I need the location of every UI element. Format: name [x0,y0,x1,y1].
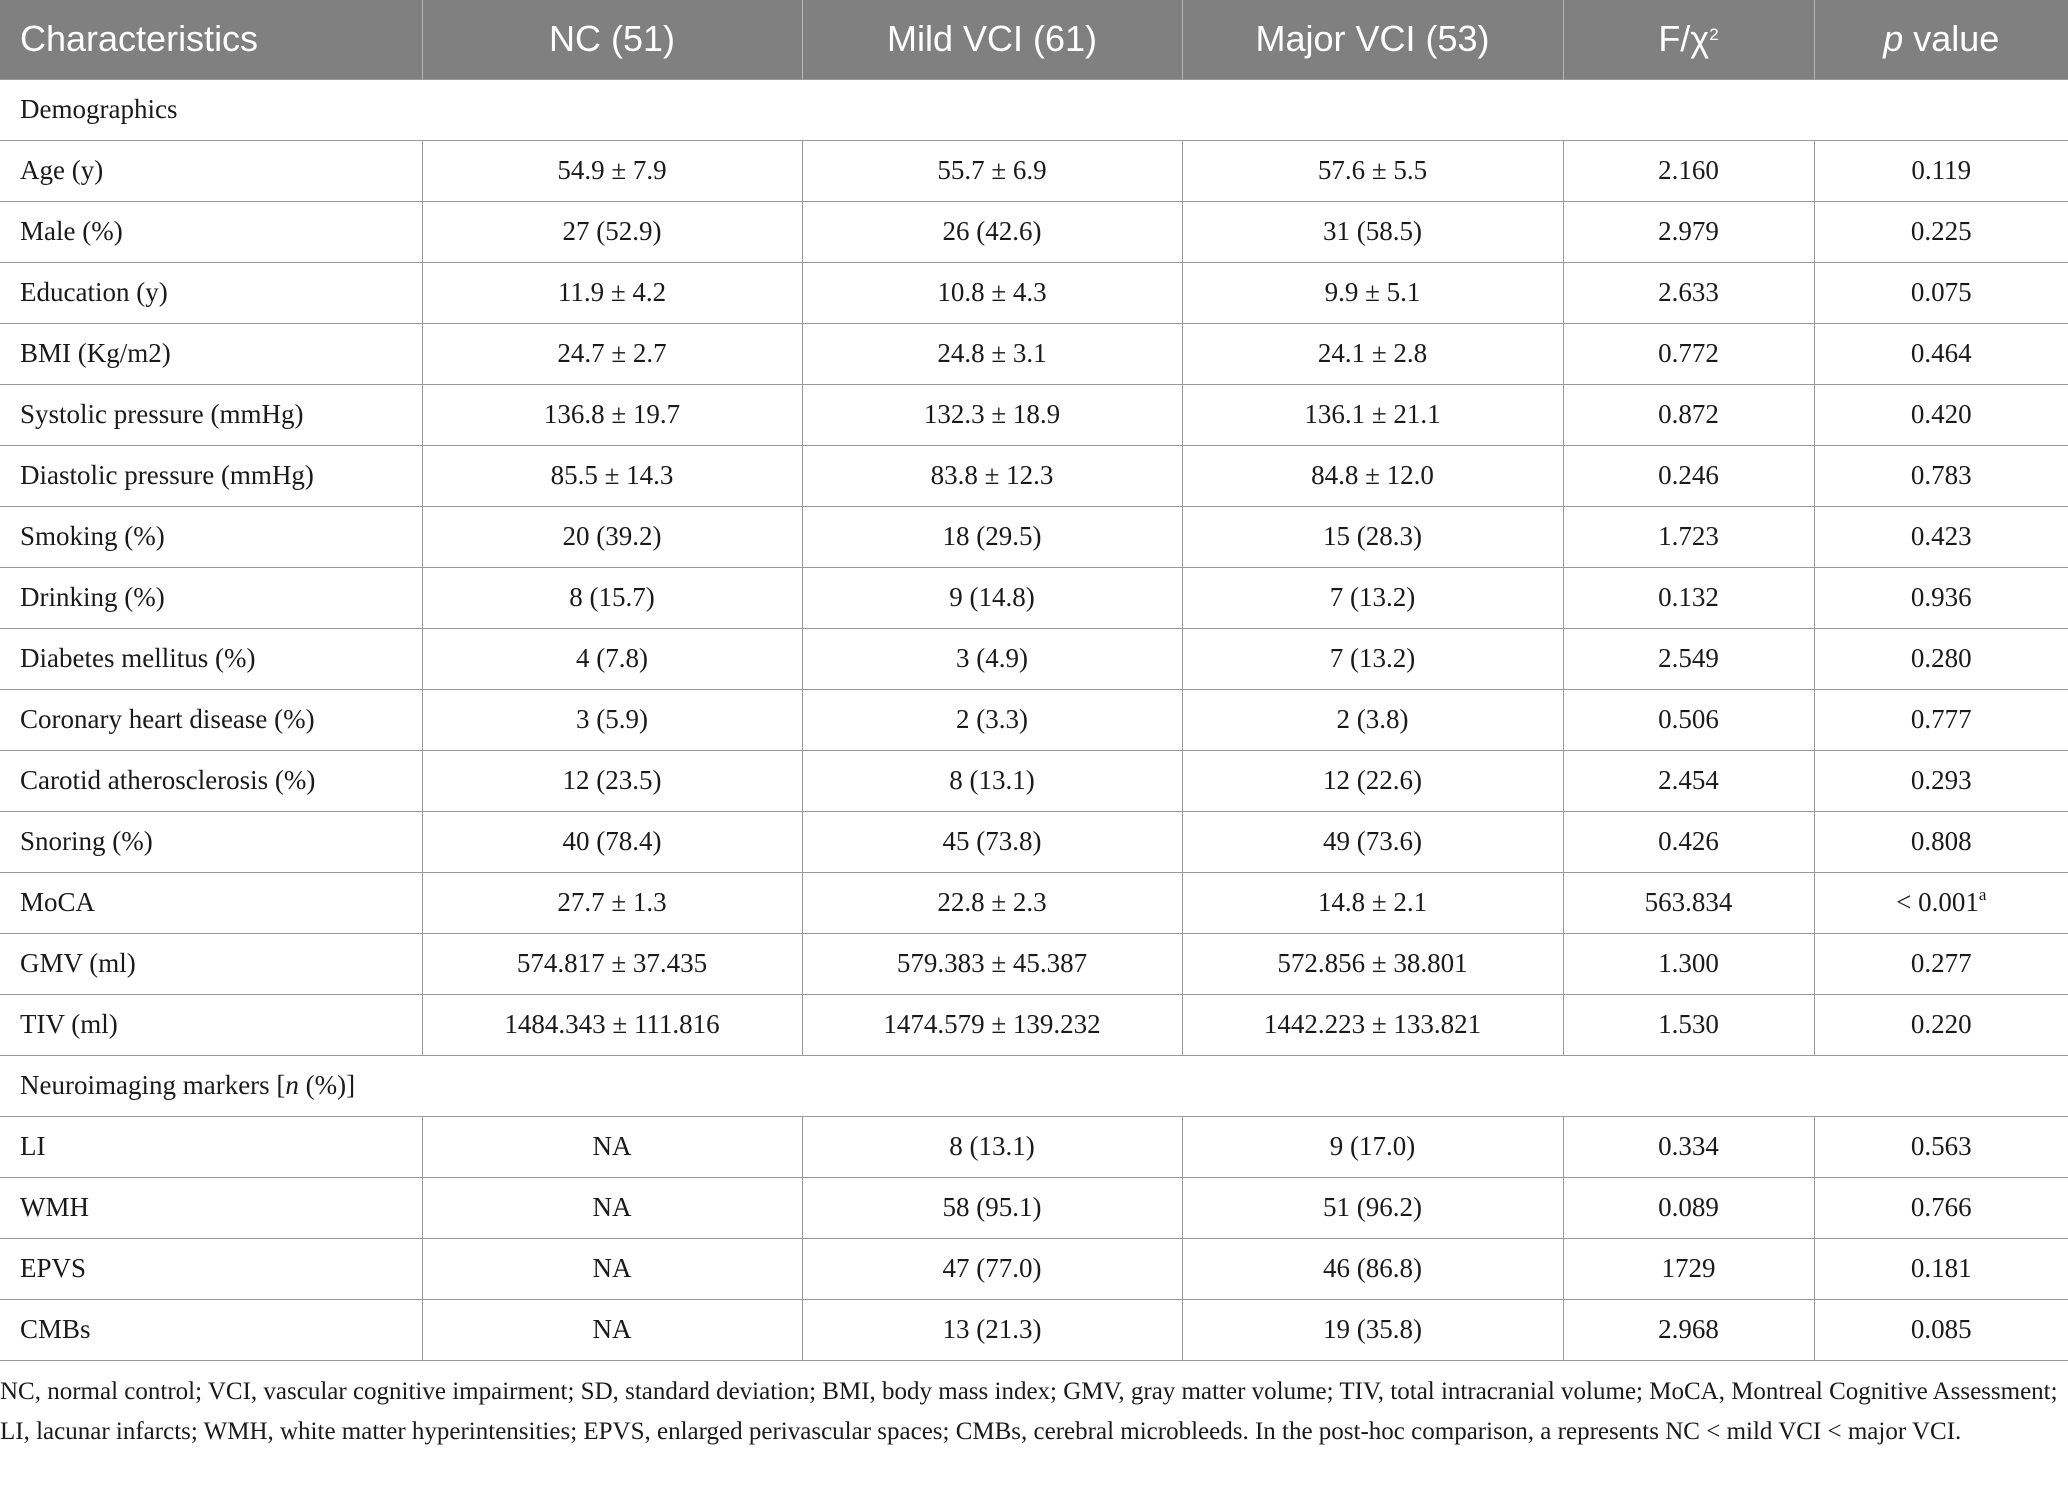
table-row [0,567,2068,628]
cell-nc: 24.7 ± 2.7 [422,323,802,384]
cell-label: Education (y) [0,262,422,323]
table-row [0,140,2068,201]
cell-mild-vci: 9 (14.8) [802,567,1182,628]
cell-major-vci: 7 (13.2) [1182,567,1563,628]
cell-f-chi2: 1.723 [1563,506,1814,567]
cell-nc: 12 (23.5) [422,750,802,811]
cell-p-value: 0.783 [1814,445,2068,506]
cell-mild-vci: 10.8 ± 4.3 [802,262,1182,323]
cell-p-value: 0.085 [1814,1299,2068,1360]
cell-major-vci: 31 (58.5) [1182,201,1563,262]
cell-nc: 85.5 ± 14.3 [422,445,802,506]
cell-major-vci: 7 (13.2) [1182,628,1563,689]
cell-major-vci: 49 (73.6) [1182,811,1563,872]
cell-mild-vci: 1474.579 ± 139.232 [802,994,1182,1055]
header-mild-vci: Mild VCI (61) [802,0,1182,79]
cell-p-value: 0.936 [1814,567,2068,628]
cell-major-vci: 84.8 ± 12.0 [1182,445,1563,506]
cell-f-chi2: 2.454 [1563,750,1814,811]
cell-label: CMBs [0,1299,422,1360]
cell-nc: 3 (5.9) [422,689,802,750]
cell-major-vci: 136.1 ± 21.1 [1182,384,1563,445]
cell-f-chi2: 0.334 [1563,1116,1814,1177]
header-f-chi-superscript: 2 [1709,25,1719,45]
table-row-moca [0,872,2068,933]
cell-major-vci: 46 (86.8) [1182,1238,1563,1299]
cell-f-chi2: 0.426 [1563,811,1814,872]
header-major-vci: Major VCI (53) [1182,0,1563,79]
cell-label: Systolic pressure (mmHg) [0,384,422,445]
table-row [0,445,2068,506]
section-label-neuroimaging [0,1055,2068,1116]
table-row [0,1238,2068,1299]
cell-nc: 574.817 ± 37.435 [422,933,802,994]
cell-major-vci: 19 (35.8) [1182,1299,1563,1360]
cell-label: Coronary heart disease (%) [0,689,422,750]
cell-major-vci: 9 (17.0) [1182,1116,1563,1177]
cell-p-value: 0.464 [1814,323,2068,384]
cell-label: EPVS [0,1238,422,1299]
cell-f-chi2: 563.834 [1563,872,1814,933]
cell-nc: 136.8 ± 19.7 [422,384,802,445]
cell-p-value: 0.777 [1814,689,2068,750]
cell-p-value: 0.225 [1814,201,2068,262]
cell-mild-vci: 8 (13.1) [802,1116,1182,1177]
cell-nc: 1484.343 ± 111.816 [422,994,802,1055]
cell-f-chi2: 2.549 [1563,628,1814,689]
cell-label: MoCA [0,872,422,933]
cell-nc: NA [422,1177,802,1238]
cell-label: WMH [0,1177,422,1238]
cell-f-chi2: 0.772 [1563,323,1814,384]
cell-major-vci: 9.9 ± 5.1 [1182,262,1563,323]
neuro-prefix: Neuroimaging markers [ [20,1070,286,1100]
cell-mild-vci: 579.383 ± 45.387 [802,933,1182,994]
header-p-value [1814,0,2068,79]
cell-nc: 8 (15.7) [422,567,802,628]
table-row [0,1116,2068,1177]
cell-label: BMI (Kg/m2) [0,323,422,384]
table-row [0,933,2068,994]
table-header [0,0,2068,79]
cell-p-value: 0.420 [1814,384,2068,445]
cell-f-chi2: 2.979 [1563,201,1814,262]
cell-f-chi2: 1.300 [1563,933,1814,994]
cell-p-superscript: a [1978,885,1987,904]
cell-nc: 11.9 ± 4.2 [422,262,802,323]
header-nc: NC (51) [422,0,802,79]
cell-label: Smoking (%) [0,506,422,567]
cell-nc: 20 (39.2) [422,506,802,567]
cell-mild-vci: 22.8 ± 2.3 [802,872,1182,933]
cell-major-vci: 1442.223 ± 133.821 [1182,994,1563,1055]
cell-p-value: 0.563 [1814,1116,2068,1177]
cell-f-chi2: 0.089 [1563,1177,1814,1238]
cell-label: LI [0,1116,422,1177]
cell-mild-vci: 45 (73.8) [802,811,1182,872]
cell-label: Snoring (%) [0,811,422,872]
cell-mild-vci: 8 (13.1) [802,750,1182,811]
table-row [0,201,2068,262]
header-row [0,0,2068,79]
table-row [0,323,2068,384]
cell-mild-vci: 47 (77.0) [802,1238,1182,1299]
cell-major-vci: 15 (28.3) [1182,506,1563,567]
header-characteristics: Characteristics [20,18,259,60]
header-f-chi-text: F/χ [1658,18,1710,60]
table-footnote: NC, normal control; VCI, vascular cognitive impairment; SD, standard deviation; BMI, body mass index; GMV, gray matter volume; TIV, total intracranial volume; MoCA, Montreal Cognitive Assessment; LI, lacunar infarcts; WMH, white matter hyperintensities; EPVS, enlarged perivascular spaces; CMBs, cerebral microbleeds. In the post-hoc comparison, a represents NC < mild VCI < major VCI. [0,1378,2058,1445]
cell-f-chi2: 0.506 [1563,689,1814,750]
neuro-suffix: (%)] [298,1070,356,1100]
section-label-demographics: Demographics [0,79,2068,140]
neuro-n-italic: n [285,1070,299,1100]
cell-nc: 27.7 ± 1.3 [422,872,802,933]
cell-mild-vci: 132.3 ± 18.9 [802,384,1182,445]
cell-mild-vci: 26 (42.6) [802,201,1182,262]
cell-mild-vci: 13 (21.3) [802,1299,1182,1360]
cell-major-vci: 24.1 ± 2.8 [1182,323,1563,384]
header-f-chi2 [1563,0,1814,79]
header-p-rest: value [1903,18,2000,60]
table-body [0,79,2068,1360]
cell-p-value: 0.277 [1814,933,2068,994]
cell-mild-vci: 3 (4.9) [802,628,1182,689]
cell-p-value: 0.119 [1814,140,2068,201]
cell-label: Diastolic pressure (mmHg) [0,445,422,506]
cell-p-text: < 0.001 [1896,887,1979,917]
cell-mild-vci: 18 (29.5) [802,506,1182,567]
cell-major-vci: 51 (96.2) [1182,1177,1563,1238]
cell-label: Drinking (%) [0,567,422,628]
cell-label: Age (y) [0,140,422,201]
cell-f-chi2: 1.530 [1563,994,1814,1055]
cell-mild-vci: 83.8 ± 12.3 [802,445,1182,506]
cell-major-vci: 12 (22.6) [1182,750,1563,811]
cell-mild-vci: 55.7 ± 6.9 [802,140,1182,201]
cell-p-value: 0.075 [1814,262,2068,323]
cell-f-chi2: 1729 [1563,1238,1814,1299]
table-row [0,506,2068,567]
cell-major-vci: 572.856 ± 38.801 [1182,933,1563,994]
cell-f-chi2: 2.633 [1563,262,1814,323]
cell-nc: 40 (78.4) [422,811,802,872]
cell-nc: NA [422,1299,802,1360]
cell-f-chi2: 0.872 [1563,384,1814,445]
table-row [0,750,2068,811]
cell-mild-vci: 2 (3.3) [802,689,1182,750]
table-row [0,994,2068,1055]
cell-p-value: 0.766 [1814,1177,2068,1238]
cell-nc: NA [422,1238,802,1299]
cell-nc: 54.9 ± 7.9 [422,140,802,201]
table-row [0,262,2068,323]
cell-major-vci: 2 (3.8) [1182,689,1563,750]
cell-p-value [1814,872,2068,933]
cell-label: Diabetes mellitus (%) [0,628,422,689]
cell-f-chi2: 0.246 [1563,445,1814,506]
table-row [0,689,2068,750]
cell-label: Carotid atherosclerosis (%) [0,750,422,811]
cell-p-value: 0.220 [1814,994,2068,1055]
cell-f-chi2: 2.160 [1563,140,1814,201]
cell-mild-vci: 24.8 ± 3.1 [802,323,1182,384]
cell-nc: 4 (7.8) [422,628,802,689]
cell-p-value: 0.181 [1814,1238,2068,1299]
section-row-demographics [0,79,2068,140]
cell-label: Male (%) [0,201,422,262]
table-row [0,628,2068,689]
cell-nc: NA [422,1116,802,1177]
table-row [0,1299,2068,1360]
header-p-italic: p [1883,18,1904,60]
cell-label: GMV (ml) [0,933,422,994]
cell-major-vci: 14.8 ± 2.1 [1182,872,1563,933]
cell-f-chi2: 2.968 [1563,1299,1814,1360]
cell-p-value: 0.280 [1814,628,2068,689]
table-row [0,384,2068,445]
table-row [0,1177,2068,1238]
cell-p-value: 0.423 [1814,506,2068,567]
cell-p-value: 0.808 [1814,811,2068,872]
section-row-neuroimaging [0,1055,2068,1116]
table-row [0,811,2068,872]
cell-mild-vci: 58 (95.1) [802,1177,1182,1238]
cell-nc: 27 (52.9) [422,201,802,262]
cell-p-value: 0.293 [1814,750,2068,811]
cell-major-vci: 57.6 ± 5.5 [1182,140,1563,201]
cell-f-chi2: 0.132 [1563,567,1814,628]
cell-label: TIV (ml) [0,994,422,1055]
